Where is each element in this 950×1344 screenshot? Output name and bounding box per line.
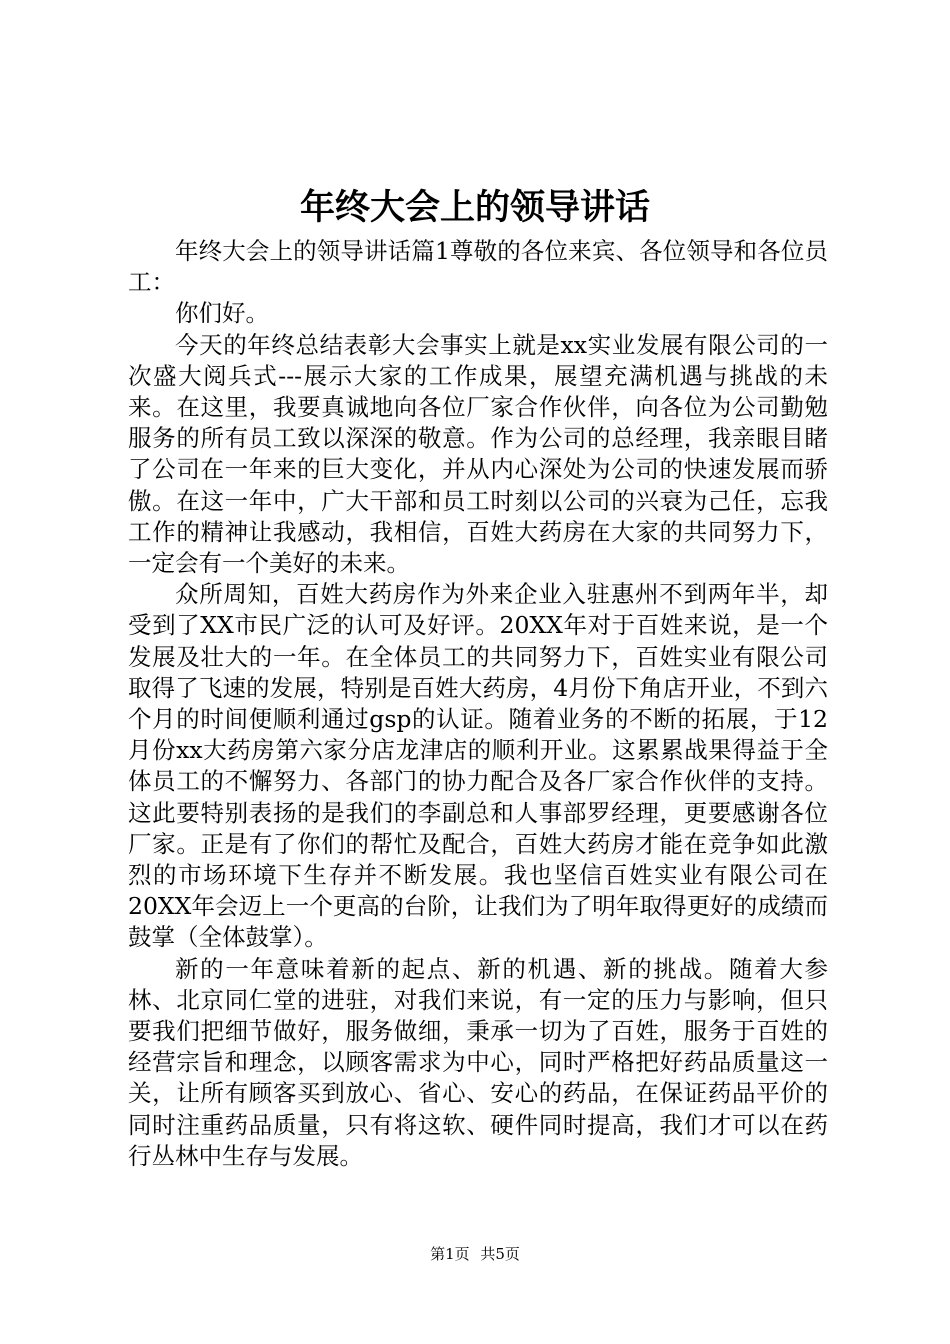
- page-total: 共5页: [480, 1245, 520, 1263]
- document-title: 年终大会上的领导讲话: [299, 187, 650, 228]
- paragraph-achievements: 众所周知，百姓大药房作为外来企业入驻惠州不到两年半，却受到了XX市民广泛的认可及好评。20XX年对于百姓来说，是一个发展及壮大的一年。在全体员工的共同努力下，百姓实业有限公司取得了飞速的发展，特别是百姓大药房，4月份下角店开业，不到六个月的时间便顺利通过gsp的认证。随着业务的不断的拓展，于12月份xx大药房第六家分店龙津店的顺利开业。这累累战果得益于全体员工的不懈努力、各部门的协力配合及各厂家合作伙伴的支持。这此要特别表扬的是我们的李副总和人事部罗经理，更要感谢各位厂家。正是有了你们的帮忙及配合，百姓大药房才能在竞争如此激烈的市场环境下生存并不断发展。我也坚信百姓实业有限公司在20XX年会迈上一个更高的台阶，让我们为了明年取得更好的成绩而鼓掌（全体鼓掌）。: [128, 580, 828, 952]
- page-number: 第1页: [430, 1245, 470, 1263]
- paragraph-greeting: 年终大会上的领导讲话篇1尊敬的各位来宾、各位领导和各位员工：: [128, 237, 828, 297]
- paragraph-intro: 今天的年终总结表彰大会事实上就是xx实业发展有限公司的一次盛大阅兵式---展示大家的工作成果，展望充满机遇与挑战的未来。在这里，我要真诚地向各位厂家合作伙伴，向各位为公司勤勉服务的所有员工致以深深的敬意。作为公司的总经理，我亲眼目睹了公司在一年来的巨大变化，并从内心深处为公司的快速发展而骄傲。在这一年中，广大干部和员工时刻以公司的兴衰为己任，忘我工作的精神让我感动，我相信，百姓大药房在大家的共同努力下，一定会有一个美好的未来。: [128, 330, 828, 578]
- paragraph-outlook: 新的一年意味着新的起点、新的机遇、新的挑战。随着大参林、北京同仁堂的进驻，对我们来说，有一定的压力与影响，但只要我们把细节做好，服务做细，秉承一切为了百姓，服务于百姓的经营宗旨和理念，以顾客需求为中心，同时严格把好药品质量这一关，让所有顾客买到放心、省心、安心的药品，在保证药品平价的同时注重药品质量，只有将这软、硬件同时提高，我们才可以在药行丛林中生存与发展。: [128, 954, 828, 1170]
- paragraph-hello: 你们好。: [175, 299, 269, 328]
- document-body: [128, 236, 828, 1172]
- page-footer: [0, 1243, 950, 1265]
